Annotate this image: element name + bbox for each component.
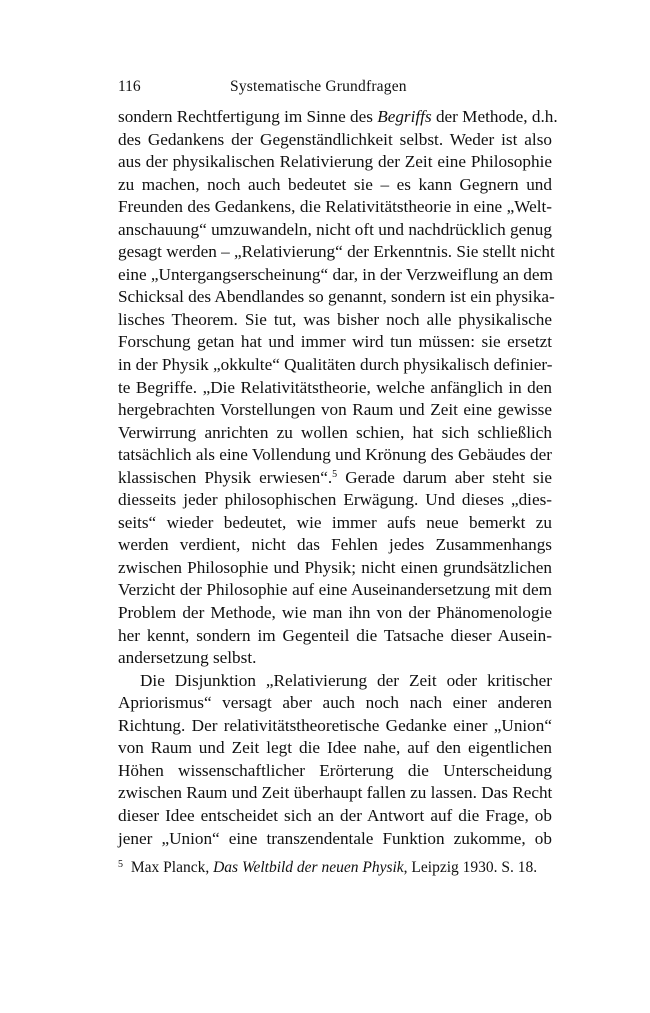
footnote — [118, 859, 552, 877]
text-line — [118, 151, 552, 174]
text-line — [118, 805, 552, 828]
text-line — [118, 512, 552, 535]
text-segment: eine „Untergangserscheinung“ dar, in der Verzweiflung an dem — [118, 264, 553, 284]
text-segment: seits“ wieder bedeutet, wie immer aufs neue bemerkt zu — [118, 512, 552, 532]
text-segment: Verwirrung anrichten zu wollen schien, hat sich schließlich — [118, 422, 552, 442]
text-line — [118, 692, 552, 715]
text-line — [118, 354, 552, 377]
running-header — [118, 78, 552, 100]
footnote-reference: 5 — [332, 468, 338, 480]
text-line — [118, 422, 552, 445]
text-line — [118, 602, 552, 625]
text-line — [118, 444, 552, 467]
text-segment: Forschung getan hat und immer wird tun müssen: sie ersetzt — [118, 332, 552, 352]
text-segment: diesseits jeder philosophischen Erwägung. Und dieses „dies- — [118, 490, 552, 510]
text-line — [118, 760, 552, 783]
text-segment: des Gedankens der Gegenständlichkeit selbst. Weder ist also — [118, 129, 552, 149]
text-line — [118, 828, 552, 851]
text-segment: von Raum und Zeit legt die Idee nahe, auf den eigentlichen — [118, 738, 552, 758]
text-segment: Apriorismus“ versagt aber auch noch nach einer anderen — [118, 693, 552, 713]
text-line — [118, 129, 552, 152]
text-line — [118, 309, 552, 332]
text-line — [118, 579, 552, 602]
body-text — [118, 106, 558, 850]
text-line — [118, 241, 555, 264]
text-line — [118, 377, 552, 400]
text-line — [118, 557, 552, 580]
text-line — [118, 196, 552, 219]
text-line — [118, 399, 552, 422]
text-line — [118, 286, 555, 309]
text-line — [118, 647, 552, 670]
footnote-text: , Leipzig 1930. S. 18. — [403, 859, 538, 876]
page-number: 116 — [118, 78, 141, 95]
text-segment: aus der physikalischen Relativierung der Zeit eine Philosophie — [118, 152, 552, 172]
text-segment: andersetzung selbst. — [118, 648, 257, 668]
text-segment: Schicksal des Abendlandes so genannt, sondern ist ein physika- — [118, 287, 555, 307]
text-line — [118, 670, 552, 693]
footnote-title: Das Weltbild der neuen Physik — [213, 859, 404, 876]
text-segment: der Methode, d.h. — [431, 107, 558, 126]
text-line — [118, 219, 552, 242]
text-line — [118, 331, 552, 354]
text-segment: Problem der Methode, wie man ihn von der Phänomenologie — [118, 603, 552, 623]
text-line — [118, 625, 552, 648]
text-segment: dieser Idee entscheidet sich an der Antwort auf die Frage, ob — [118, 805, 552, 825]
text-line — [118, 782, 552, 805]
text-segment: gesagt werden – „Relativierung“ der Erkenntnis. Sie stellt nicht — [118, 242, 555, 262]
text-segment: lisches Theorem. Sie tut, was bisher noch alle physikalische — [118, 309, 552, 329]
text-segment: hergebrachten Vorstellungen von Raum und Zeit eine gewisse — [118, 400, 552, 420]
text-segment: Höhen wissenschaftlicher Erörterung die Unterscheidung — [118, 760, 552, 780]
text-segment: in der Physik „okkulte“ Qualitäten durch physikalisch definier- — [118, 355, 553, 375]
text-segment: anschauung“ umzuwandeln, nicht oft und nachdrücklich genug — [118, 219, 552, 239]
text-segment: her kennt, sondern im Gegenteil die Tatsache dieser Ausein- — [118, 625, 552, 645]
text-line — [118, 264, 552, 287]
text-segment: Freunden des Gedankens, die Relativitätstheorie in eine „Welt- — [118, 197, 552, 217]
text-line — [118, 467, 552, 490]
text-line — [118, 737, 552, 760]
footnote-marker: 5 — [118, 859, 123, 870]
text-segment: Die Disjunktion „Relativierung der Zeit oder kritischer — [140, 670, 552, 690]
running-title: Systematische Grundfragen — [230, 78, 407, 95]
text-segment: zu machen, noch auch bedeutet sie – es kann Gegnern und — [118, 174, 552, 194]
text-line — [118, 489, 552, 512]
text-line — [118, 106, 558, 129]
text-segment: zwischen Philosophie und Physik; nicht einen grundsätzlichen — [118, 557, 552, 577]
text-segment: tatsächlich als eine Vollendung und Krönung des Gebäudes der — [118, 445, 552, 465]
text-segment: klassischen Physik erwiesen“. — [118, 467, 333, 487]
text-line — [118, 715, 552, 738]
text-line — [118, 534, 552, 557]
text-segment: werden verdient, nicht das Fehlen jedes Zusammenhangs — [118, 535, 552, 555]
text-segment: zwischen Raum und Zeit überhaupt fallen zu lassen. Das Recht — [118, 783, 553, 803]
text-segment: Verzicht der Philosophie auf eine Auseinandersetzung mit dem — [118, 580, 552, 600]
text-segment: jener „Union“ eine transzendentale Funktion zukomme, ob — [118, 828, 552, 848]
text-line — [118, 174, 552, 197]
text-segment: te Begriffe. „Die Relativitätstheorie, welche anfänglich in den — [118, 377, 552, 397]
footnote-text: Max Planck, — [130, 859, 214, 876]
text-segment: Gerade darum aber steht sie — [337, 467, 553, 487]
italic-text: Begriffs — [377, 107, 432, 126]
text-segment: sondern Rechtfertigung im Sinne des — [118, 107, 378, 126]
text-segment: Richtung. Der relativitätstheoretische Gedanke einer „Union“ — [118, 715, 552, 735]
